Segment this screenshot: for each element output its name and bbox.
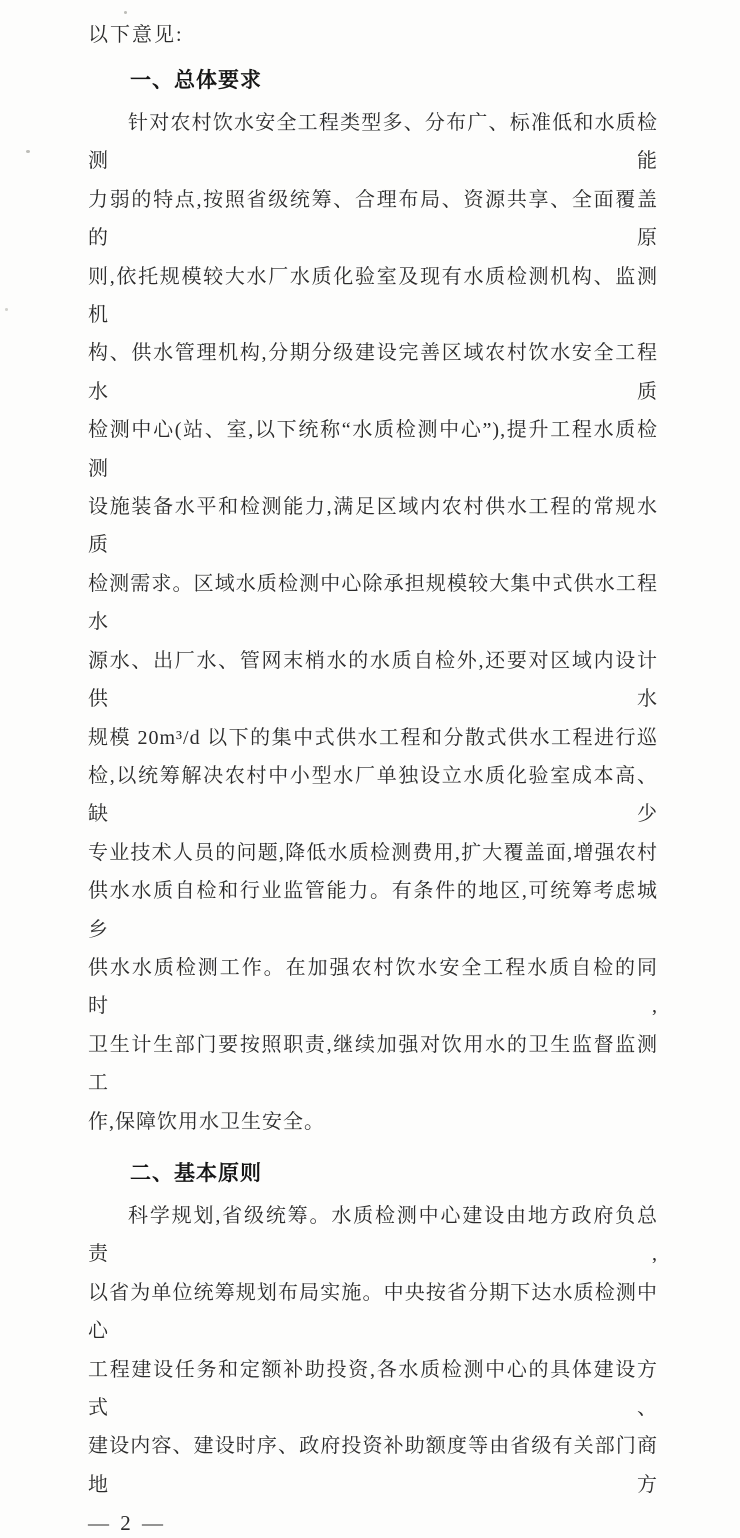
body-text-line: 检测中心(站、室,以下统称“水质检测中心”),提升工程水质检测: [88, 419, 658, 480]
body-text-line: 专业技术人员的问题,降低水质检测费用,扩大覆盖面,增强农村: [88, 841, 658, 864]
body-text-line: 规模 20m³/d 以下的集中式供水工程和分散式供水工程进行巡: [88, 726, 658, 749]
body-text-line: 针对农村饮水安全工程类型多、分布广、标准低和水质检测能: [88, 112, 658, 173]
body-text-line: 构、供水管理机构,分期分级建设完善区域农村饮水安全工程水质: [88, 342, 658, 403]
body-text-line: 检测需求。区域水质检测中心除承担规模较大集中式供水工程水: [88, 572, 658, 634]
body-text-line: 卫生计生部门要按照职责,继续加强对饮用水的卫生监督监测工: [88, 1033, 658, 1095]
scan-speck: [124, 11, 127, 14]
scan-speck: [5, 308, 8, 311]
section-1-paragraph: [88, 104, 658, 1141]
body-text-line: 供水水质检测工作。在加强农村饮水安全工程水质自检的同时,: [88, 956, 658, 1018]
body-text-line: 作,保障饮用水卫生安全。: [88, 1110, 325, 1133]
body-text-line: 以省为单位统筹规划布局实施。中央按省分期下达水质检测中心: [88, 1281, 658, 1343]
body-text-line: 源水、出厂水、管网末梢水的水质自检外,还要对区域内设计供水: [88, 649, 658, 711]
page-number-footer: — 2 —: [88, 1511, 166, 1536]
body-text-line: 检,以统筹解决农村中小型水厂单独设立水质化验室成本高、缺少: [88, 764, 658, 826]
intro-continuation-line: 以下意见:: [88, 24, 184, 46]
body-text-line: 建设内容、建设时序、政府投资补助额度等由省级有关部门商地方: [88, 1435, 658, 1496]
body-text-line: 设施装备水平和检测能力,满足区域内农村供水工程的常规水质: [88, 496, 658, 557]
body-text-line: 科学规划,省级统筹。水质检测中心建设由地方政府负总责,: [88, 1204, 658, 1266]
section-2-paragraph: [88, 1197, 658, 1504]
body-text-line: 则,依托规模较大水厂水质化验室及现有水质检测机构、监测机: [88, 265, 658, 327]
section-2-heading: 二、基本原则: [130, 1161, 262, 1185]
body-text-line: 工程建设任务和定额补助投资,各水质检测中心的具体建设方式、: [88, 1358, 658, 1419]
body-text-line: 供水水质自检和行业监管能力。有条件的地区,可统筹考虑城乡: [88, 880, 658, 941]
body-text-line: 力弱的特点,按照省级统筹、合理布局、资源共享、全面覆盖的原: [88, 188, 658, 250]
section-1-heading: 一、总体要求: [130, 69, 262, 92]
scan-speck: [26, 150, 30, 153]
